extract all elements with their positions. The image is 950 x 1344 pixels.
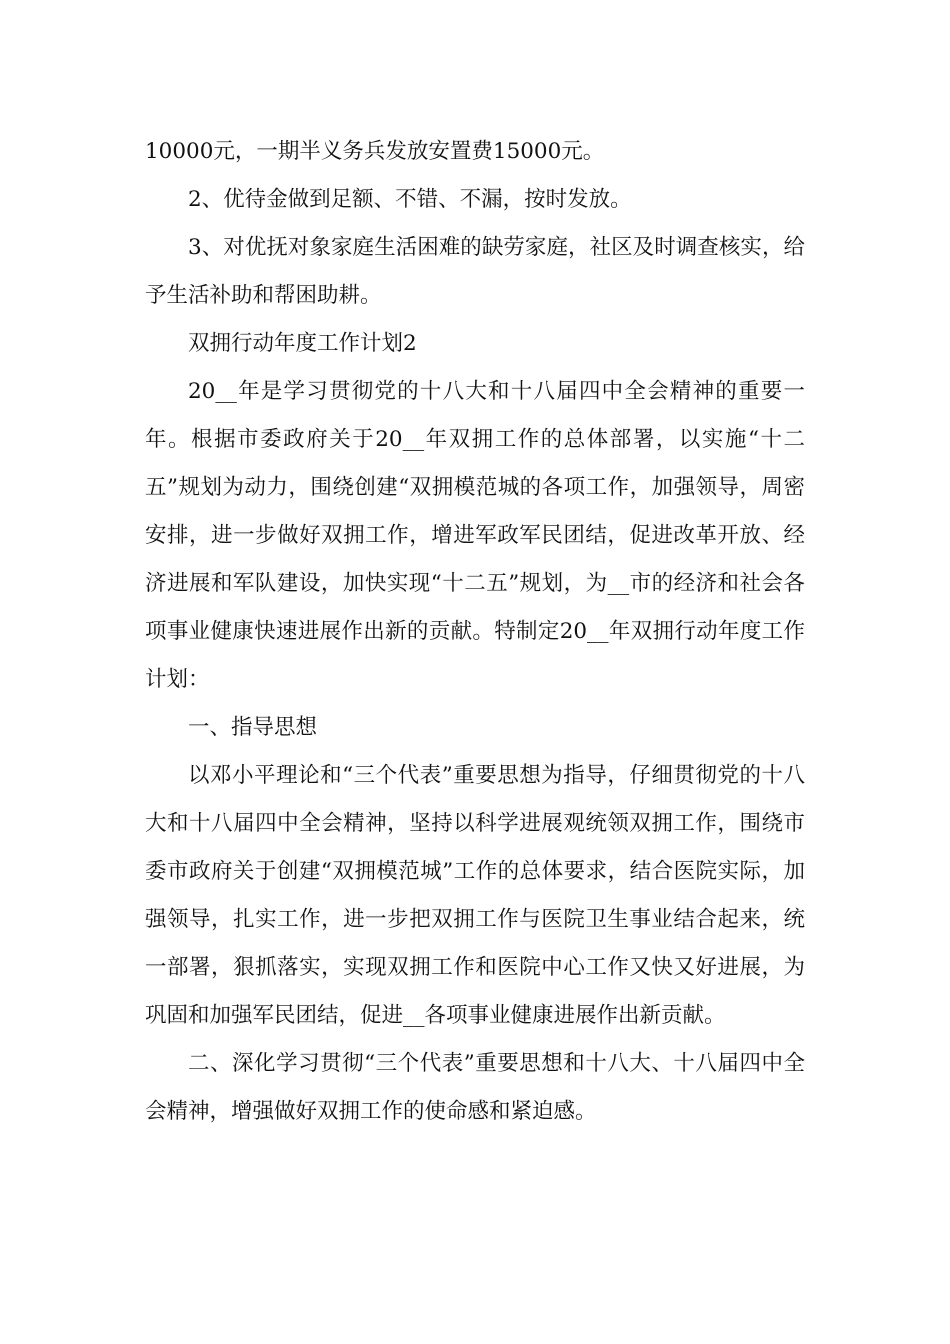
- paragraph-intro: 20__年是学习贯彻党的十八大和十八届四中全会精神的重要一年。根据市委政府关于20__年双拥工作的总体部署，以实施“十二五”规划为动力，围绕创建“双拥模范城的各项工作，加强领导，周密安排，进一步做好双拥工作，增进军政军民团结，促进改革开放、经济进展和军队建设，加快实现“十二五”规划，为__市的经济和社会各项事业健康快速进展作出新的贡献。特制定20__年双拥行动年度工作计划：: [145, 379, 805, 692]
- document-body: [145, 128, 805, 1136]
- paragraph-item-2: 2、优待金做到足额、不错、不漏，按时发放。: [188, 187, 632, 212]
- paragraph-item-3: 3、对优抚对象家庭生活困难的缺劳家庭，社区及时调查核实，给予生活补助和帮困助耕。: [145, 235, 805, 308]
- heading-deepen-study: 二、深化学习贯彻“三个代表”重要思想和十八大、十八届四中全会精神，增强做好双拥工作的使命感和紧迫感。: [145, 1051, 805, 1124]
- paragraph-guiding-thought: 以邓小平理论和“三个代表”重要思想为指导，仔细贯彻党的十八大和十八届四中全会精神，坚持以科学进展观统领双拥工作，围绕市委市政府关于创建“双拥模范城”工作的总体要求，结合医院实际，加强领导，扎实工作，进一步把双拥工作与医院卫生事业结合起来，统一部署，狠抓落实，实现双拥工作和医院中心工作又快又好进展，为巩固和加强军民团结，促进__各项事业健康进展作出新贡献。: [145, 763, 805, 1028]
- heading-guiding-thought: 一、指导思想: [188, 715, 318, 740]
- paragraph-payment: 10000元，一期半义务兵发放安置费15000元。: [145, 139, 605, 164]
- section-title: 双拥行动年度工作计划2: [188, 331, 417, 356]
